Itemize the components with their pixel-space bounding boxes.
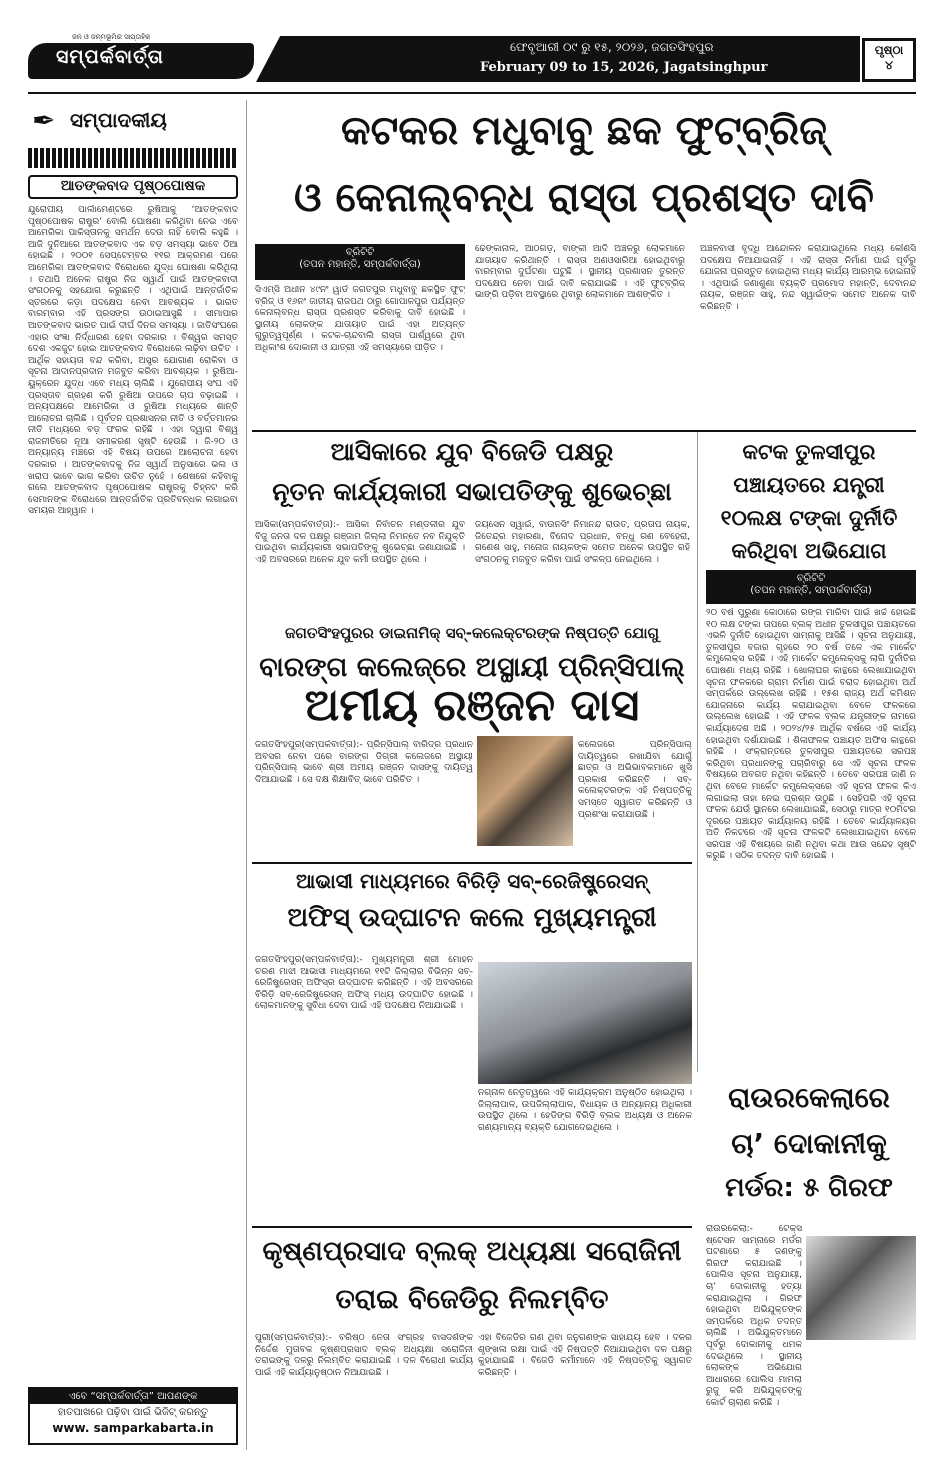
tulasipur-byline: ବ୍ରିଟିଟି (ତପନ ମହାନ୍ତି, ସମ୍ପର୍କବାର୍ତ୍ତା) [706,570,916,604]
registration-col-2: ନଗ୍ନାଳ ନେତୃତ୍ୱରେ ଏହି କାର୍ଯ୍ୟକ୍ରମ ଅନୁଷ୍ଠିତ ହୋଇଥିଲା । ଜିଲ୍ଲାପାଳ, ଉପଜିଲ୍ଲାପାଳ, ବିଧାୟକ ଓ ଅନ୍ୟାନ୍ୟ ଅଧିକାରୀ ଉପସ୍ଥିତ ଥିଲେ । ହେଡିଙ୍ଗ ବିରିଡ଼ି ବ୍ଲକ ଅଧ୍ୟକ୍ଷ ଓ ଅନେକ ଗଣ୍ୟମାନ୍ୟ ବ୍ୟକ୍ତି ଯୋଗଦେଇଥିଲେ । [478,1088,692,1133]
promo-line-1: ଏବେ “ସମ୍ପର୍କବାର୍ତ୍ତା” ଆପଣଙ୍କ [30,1389,236,1404]
principal-name-headline: ଅମୀୟ ରଞ୍ଜନ ଦାସ [304,680,640,731]
quill-icon: ✒ [32,104,56,137]
lead-col-1: ସିଏମ୍‌ସି ଅଧୀନ ୪୯ନଂ ୱାର୍ଡ ଜଗତପୁର ମଧୁବାବୁ ଛକସ୍ଥିତ ଫୁଟ୍ ବ୍ରିଜ୍ ଓ ୧୬ନଂ ଜାତୀୟ ରାଜପଥ ଠାରୁ ଗୋପାଳପୁର ପର୍ଯ୍ୟନ୍ତ କେନାଲ୍‌ବନ୍ଧ ରାସ୍ତା ପ୍ରଶସ୍ତ କରିବାକୁ ଦାବି ହୋଇଛି । ସ୍ଥାନୀୟ ଲୋକଙ୍କ ଯାତାୟାତ ପାଇଁ ଏହା ଅତ୍ୟନ୍ତ ଗୁରୁତ୍ୱପୂର୍ଣ୍ଣ । କଟକ-ଚାନ୍ଦବାଲି ରାସ୍ତା ପାର୍ଶ୍ୱରେ ଥିବା ଅଧିକାଂଶ ଦୋକାନୀ ଓ ଯାତ୍ରୀ ଏହି ସମସ୍ୟାରେ ପୀଡ଼ିତ । [255,285,465,353]
principal-kicker: ଜଗତସିଂହପୁରର ଡାଇନାମିକ୍ ସବ୍-କଲେକ୍ଟରଙ୍କ ନିଷ୍ପତ୍ତି ଯୋଗୁ [284,624,660,642]
sarojini-rule [252,1226,692,1228]
tulasipur-headline-4: କରିଥିବା ଅଭିଯୋଗ [731,539,887,563]
principal-col-1: ଜଗତସିଂହପୁର(ସମ୍ପର୍କବାର୍ତ୍ତା):- ପ୍ରିନ୍ସିପାଲ୍ ବାରିଦ୍ର ପ୍ରଧାନ ଅବସର ନେବା ପରେ ବାରଙ୍ଗ ଡିଗ୍ରୀ କଲେଜରେ ଅସ୍ଥାୟୀ ପ୍ରିନ୍ସିପାଲ୍ ଭାବେ ଶ୍ରୀ ଅମୀୟ ରଞ୍ଜନ ଦାସଙ୍କୁ ଦାୟିତ୍ୱ ଦିଆଯାଇଛି । ସେ ଦକ୍ଷ ଶିକ୍ଷାବିତ୍ ଭାବେ ପରିଚିତ । [255,740,473,785]
page-number-box [862,38,916,82]
page-label: ପୃଷ୍ଠା [874,43,904,57]
tulasipur-headline-3: ୧୦ଲକ୍ଷ ଟଙ୍କା ଦୁର୍ନୀତି [720,506,898,530]
page-number: ୪ [885,58,893,72]
rourkela-headline-3: ମର୍ଡର: ୫ ଗିରଫ [725,1173,893,1203]
promo-url[interactable]: www. samparkabarta.in [52,1421,214,1435]
tulasipur-body: ୨୦ ବର୍ଷ ପୁରୁଣା କୋଠାରେ ରଙ୍ଗ ମାରିବା ପାଇଁ ଖର୍ଚ୍ଚ ହୋଇଛି ୧୦ ଲକ୍ଷ ଟଙ୍କା ତାପରେ ବ୍ଲକ୍ ଅଧୀନ ତୁଳସୀପୁର ପଞ୍ଚାୟତରେ ଏଭଳି ଦୁର୍ନୀତି ହୋଇଥିବା ସାମ୍ନାକୁ ଆସିଛି । ସୂଚନା ଅନୁଯାୟୀ, ତୁଳସୀପୁର ବଜାର ଗୃହରେ ୨୦ ବର୍ଷ ତଳେ ଏକ ମାର୍କେଟ କମ୍ପ୍ଲେକ୍ସ ରହିଛି । ଏହି ମାର୍କେଟ କମ୍ପ୍ଲେକ୍ସକୁ ଲାଗି ଦୁର୍ନୀତିର ଘୋଷଣା ମଧ୍ୟ ରହିଛି । ଖୋଲାଘର କାନ୍ଥରେ ଲେଖାଯାଇଥିବା ସୂଚନା ଫଳକରେ ଗ୍ରାମ ନିର୍ମାଣ ପାଇଁ ବରାଦ ହୋଇଥିବା ଅର୍ଥ ସମ୍ପର୍କରେ ଉଲ୍ଲେଖ ରହିଛି । ୧୫ଶ ରାଜ୍ୟ ଅର୍ଥ କମିଶନ ଯୋଜନାରେ କାର୍ଯ୍ୟ କରାଯାଇଥିବା ବେଳେ ଫଳକରେ ଉଲ୍ଲେଖ ହୋଇଛି । ଏହି ଫଳକ ବ୍ଲକ ଯନ୍ତ୍ରୀଙ୍କ ନାମରେ କାର୍ଯ୍ୟାଦେଶ ଅଛି । ୨୦୨୪/୨୫ ଆର୍ଥିକ ବର୍ଷରେ ଏହି କାର୍ଯ୍ୟ ହୋଇଥିବା ଦର୍ଶାଯାଇଛି । ଶିଳାଫଳକ ପଞ୍ଚାୟତ ଅଫିସ କାନ୍ଥରେ ରହିଛି । ସଂକ୍ରାନ୍ତରେ ତୁଳସୀପୁର ପଞ୍ଚାୟତରେ ସରପଞ୍ଚ କରିଥିବା ପ୍ରଧାନଙ୍କୁ ପଚାରିବାରୁ ସେ ଏହି ସୂଚନା ଫଳକ ବିଷୟରେ ଅବଗତ ନଥିବା କହିଛନ୍ତି । ତେବେ ସରପଞ୍ଚ ଜାଣି ନ ଥିବା ବେଳେ ମାର୍କେଟ କମ୍ପ୍ଲେକ୍ସରେ ଏହି ସୂଚନା ଫଳକ କିଏ ଲଗାଇଲା ତାହା ନେଇ ପ୍ରଶ୍ନ ଉଠୁଛି । ସେହିପରି ଏହି ସୂଚନା ଫଳକ ଯେଉଁ ସ୍ଥାନରେ ଲେଖାଯାଇଛି, ସେଠାରୁ ମାତ୍ର ୧୦ମିଟର ଦୂରରେ ପଞ୍ଚାୟତ କାର୍ଯ୍ୟାଳୟ ରହିଛି । ତେବେ କାର୍ଯ୍ୟାଳୟର ଅତି ନିକଟରେ ଏହି ସୂଚନା ଫଳକଟି ଲେଖାଯାଇଥିବା ବେଳେ ସରପଞ୍ଚ ଏହି ବିଷୟରେ ଜାଣି ନଥିବା କଥା ଆଉ ସନ୍ଦେହ ସୃଷ୍ଟି କରୁଛି । ସଠିକ ତଦନ୍ତ ଦାବି ହୋଇଛି । [706,608,916,862]
logo-text: ସମ୍ପର୍କବାର୍ତ୍ତା [56,46,164,68]
masthead-rule [28,92,916,94]
sarojini-headline-2: ତରାଇ ବିଜେଡିରୁ ନିଲମ୍ବିତ [335,1284,609,1315]
lead-col-2: ଢେଙ୍କାନାଳ, ଆଠଗଡ଼, ବାଙ୍କୀ ଆଦି ଅଞ୍ଚଳରୁ ଲୋକମାନେ ଯାତାୟାତ କରିଥାନ୍ତି । ରାସ୍ତା ଅଣଓସାରିଆ ହୋଇଥିବାରୁ ବାରମ୍ବାର ଦୁର୍ଘଟଣା ଘଟୁଛି । ସ୍ଥାନୀୟ ପ୍ରଶାସନ ତୁରନ୍ତ ପଦକ୍ଷେପ ନେବା ପାଇଁ ଦାବି କରାଯାଇଛି । ଏହି ଫୁଟ୍‌ବ୍ରିଜ୍ ଭାଙ୍ଗି ପଡ଼ିବା ଅବସ୍ଥାରେ ଥିବାରୁ ଲୋକମାନେ ଆଶଙ୍କିତ । [475,244,685,301]
registration-col-1: ଜଗତସିଂହପୁର(ସମ୍ପର୍କବାର୍ତ୍ତା):- ମୁଖ୍ୟମନ୍ତ୍ରୀ ଶ୍ରୀ ମୋହନ ଚରଣ ମାଝୀ ଆଭାସୀ ମାଧ୍ୟମରେ ୧୧ଟି ଜିଲ୍ଲାର ବିଭିନ୍ନ ସବ୍-ରେଜିଷ୍ଟ୍ରେସନ୍ ଅଫିସ୍‌ର ଉଦ୍‌ଘାଟନ କରିଛନ୍ତି । ଏହି ଅବସରରେ ବିରିଡ଼ି ସବ୍-ରେଜିଷ୍ଟ୍ରେସନ୍ ଅଫିସ୍ ମଧ୍ୟ ଉଦ୍‌ଘାଟିତ ହୋଇଛି । ଲୋକମାନଙ୍କୁ ସୁବିଧା ଦେବା ପାଇଁ ଏହି ପଦକ୍ଷେପ ନିଆଯାଇଛି । [255,955,473,1012]
youth-col-1: ଆସିକା(ସମ୍ପର୍କବାର୍ତ୍ତା):- ଆସିକା ନିର୍ବାଚନ ମଣ୍ଡଳୀର ଯୁବ ବିଜୁ ଜନତା ଦଳ ପକ୍ଷରୁ ଗଞ୍ଜାମ ଜିଲ୍ଲା ନିମନ୍ତେ ନବ ନିଯୁକ୍ତି ପାଇଥିବା କାର୍ଯ୍ୟକାରୀ ସଭାପତିଙ୍କୁ ଶୁଭେଚ୍ଛା ଜଣାଯାଇଛି । ଏହି ଅବସରରେ ଅନେକ ଯୁବ କର୍ମୀ ଉପସ୍ଥିତ ଥିଲେ । [255,520,465,565]
tulasipur-headline-2: ପଞ୍ଚାୟତରେ ଯନ୍ତ୍ରୀ [733,473,885,497]
editorial-header [28,102,238,142]
principal-headline: ବାରଙ୍ଗ କଲେଜ୍‌ରେ ଅସ୍ଥାୟୀ ପ୍ରିନ୍ସିପାଲ୍ [259,652,685,683]
date-odia: ଫେବୃଆରୀ ୦୯ ରୁ ୧୫, ୨୦୨୬, ଜଗତସିଂହପୁର [510,40,714,54]
youth-col-2: ଜୟସେନ ସ୍ୱାଇଁ, ବାଉନସିଂ ନିମାନନ୍ଦ ରାଉତ, ପ୍ରତାପ ନାୟକ, ଜିତେନ୍ଦ୍ର ମହାରଣା, ବିନୋଦ ପ୍ରଧାନ, ବନ୍ଧୁ ରଣ ବେହେରା, ଗଣେଶ ସାହୁ, ମନୋଜ ନାୟକଙ୍କ ସମେତ ଅନେକ ଉପସ୍ଥିତ ରହି ସଂଗଠନକୁ ମଜବୁତ କରିବା ପାଇଁ ସଂକଳ୍ପ ନେଇଥିଲେ । [475,520,690,565]
logo-tagline: ଜନ ଓ ଜନ୍ମଭୂମିର ସାପ୍ତାହିକ [72,33,151,41]
editorial-divider [28,148,238,168]
website-promo [28,1387,238,1445]
right-column-divider [697,432,698,1072]
handcuff-photo [806,1236,916,1340]
youth-headline-2: ନୂତନ କାର୍ଯ୍ୟକାରୀ ସଭାପତିଙ୍କୁ ଶୁଭେଚ୍ଛା [272,477,672,506]
principal-col-2: କଲେଜରେ ପ୍ରିନ୍ସିପାଲ୍ ଦାୟିତ୍ୱରେ ରଖାଯିବା ଯୋଗୁଁ ଛାତ୍ର ଓ ଅଭିଭାବକମାନେ ଖୁସି ପ୍ରକାଶ କରିଛନ୍ତି । ସବ୍-କଲେକ୍ଟରଙ୍କ ଏହି ନିଷ୍ପତ୍ତିକୁ ସମସ୍ତେ ସ୍ୱାଗତ କରିଛନ୍ତି ଓ ପ୍ରଶଂସା କରାଯାଉଛି । [578,740,692,820]
tulasipur-headline-1: କଟକ ତୁଳସୀପୁର [742,440,876,464]
inauguration-photo [478,962,692,1084]
editorial-title: ଆତଙ୍କବାଦ ପୃଷ୍ଠପୋଷକ [28,175,238,199]
rourkela-body: ରାଉରକେଲା:- ଟେକ୍ସ ଷ୍ଟେସନ ସାମ୍ନାରେ ମର୍ଡର ଘଟଣାରେ ୫ ଜଣଙ୍କୁ ଗିରଫ କରାଯାଇଛି । ପୋଲିସ ସୂଚନା ଅନୁଯାୟୀ, ଚା’ ଦୋକାନୀକୁ ହତ୍ୟା କରାଯାଇଥିଲା । ଗିରଫ ହୋଇଥିବା ଅଭିଯୁକ୍ତଙ୍କ ସମ୍ପର୍କରେ ଅଧିକ ତଦନ୍ତ ଚାଲିଛି । ଅଭିଯୁକ୍ତମାନେ ପୂର୍ବରୁ ଦୋକାନୀକୁ ଧମକ ଦେଇଥିଲେ । ସ୍ଥାନୀୟ ଲୋକଙ୍କ ଅଭିଯୋଗ ଆଧାରରେ ପୋଲିସ ମାମଲା ରୁଜୁ କରି ଅଭିଯୁକ୍ତଙ୍କୁ କୋର୍ଟ ଚାଲାଣ କରିଛି । [706,1224,802,1408]
sarojini-col-2: ଏହା ବିଜେଡିର ଗଣ ଥିବା ଜନୁଗଣଙ୍କ ସାହାଯ୍ୟ ହେବ । ଦଳର ଶୃଙ୍ଖଳା ରକ୍ଷା ପାଇଁ ଏହି ନିଷ୍ପତ୍ତି ନିଆଯାଇଥିବା ଦଳ ପକ୍ଷରୁ କୁହାଯାଇଛି । ବିଜେଡି କର୍ମୀମାନେ ଏହି ନିଷ୍ପତ୍ତିକୁ ସ୍ୱାଗତ କରିଛନ୍ତି । [478,1333,692,1378]
registration-headline-1: ଆଭାସୀ ମାଧ୍ୟମରେ ବିରିଡ଼ି ସବ୍-ରେଜିଷ୍ଟ୍ରେସନ୍ [295,869,648,893]
column-divider [246,100,247,1450]
rourkela-headline-2: ଚା’ ଦୋକାନୀକୁ [731,1127,887,1160]
editorial-section-label: ସମ୍ପାଦକୀୟ [70,108,167,132]
youth-headline-1: ଆସିକାରେ ଯୁବ ବିଜେଡି ପକ୍ଷରୁ [330,437,614,466]
masthead-logo [28,33,254,85]
sarojini-col-1: ପୁରୀ(ସମ୍ପର୍କବାର୍ତ୍ତା):- ବରିଷ୍ଠ ନେତା ସଂଗ୍ରହ ବାସଦର୍ଶଙ୍କ ନିର୍ଦ୍ଦେଶ ମୁତାବକ କୃଷ୍ଣପ୍ରସାଦ ବ୍ଲକ୍ ଅଧ୍ୟକ୍ଷା ସରୋଜିନୀ ତରାଇଙ୍କୁ ଦଳରୁ ନିଲମ୍ବିତ କରାଯାଇଛି । ଦଳ ବିରୋଧୀ କାର୍ଯ୍ୟ ପାଇଁ ଏହି କାର୍ଯ୍ୟାନୁଷ୍ଠାନ ନିଆଯାଇଛି । [255,1333,473,1378]
lead-byline: ବ୍ରିଟିଟି (ତପନ ମହାନ୍ତି, ସମ୍ପର୍କବାର୍ତ୍ତା) [255,244,465,280]
registration-headline-2: ଅଫିସ୍ ଉଦ୍‌ଘାଟନ କଲେ ମୁଖ୍ୟମନ୍ତ୍ରୀ [287,903,657,933]
sarojini-headline-1: କୃଷ୍ଣପ୍ରସାଦ ବ୍ଲକ୍ ଅଧ୍ୟକ୍ଷା ସରୋଜିନୀ [262,1236,682,1267]
principal-photo [477,736,573,846]
lead-rule [252,430,916,432]
editorial-body: ଯୁରୋପୀୟ ପାର୍ଲାମେଣ୍ଟରେ ରୁଷିଆକୁ ‘ଆତଙ୍କବାଦ ପୃଷ୍ଠପୋଷକ ରାଷ୍ଟ୍ର’ ବୋଲି ଘୋଷଣା କରିଥିବା ନେଇ ଏବେ ଆମେରିକା ପାକିସ୍ତାନକୁ ସମର୍ଥନ ଦେଉ ନାହିଁ ବୋଲି କହୁଛି । ଆଜି ଦୁନିଆରେ ଆତଙ୍କବାଦ ଏକ ବଡ଼ ସମସ୍ୟା ଭାବେ ଠିଆ ହୋଇଛି । ୨୦୦୧ ସେପ୍ଟେମ୍ବର ୧୧ର ଆକ୍ରମଣ ପରେ ଆମେରିକା ଆତଙ୍କବାଦ ବିରୋଧରେ ଯୁଦ୍ଧ ଘୋଷଣା କରିଥିଲା । ତଥାପି ଅନେକ ରାଷ୍ଟ୍ର ନିଜ ସ୍ୱାର୍ଥ ପାଇଁ ଆତଙ୍କବାଦୀ ସଂଗଠନକୁ ସହଯୋଗ କରୁଛନ୍ତି । ଏଥିପାଇଁ ଆନ୍ତର୍ଜାତିକ ସ୍ତରରେ କଡ଼ା ପଦକ୍ଷେପ ନେବା ଆବଶ୍ୟକ । ଭାରତ ବାରମ୍ବାର ଏହି ପ୍ରସଙ୍ଗ ଉଠାଇଆସୁଛି । ସୀମାପାର ଆତଙ୍କବାଦ ଭାରତ ପାଇଁ ଦୀର୍ଘ ଦିନର ସମସ୍ୟା । ଜାତିସଂଘରେ ଏହାର ସଂଜ୍ଞା ନିର୍ଦ୍ଧାରଣ ହେବା ଦରକାର । ବିଶ୍ୱର ସମସ୍ତ ଦେଶ ଏକଜୁଟ ହୋଇ ଆତଙ୍କବାଦ ବିରୋଧରେ ଲଢ଼ିବା ଉଚିତ । ଆର୍ଥିକ ସହାୟତା ବନ୍ଦ କରିବା, ଅସ୍ତ୍ର ଯୋଗାଣ ରୋକିବା ଓ ସୂଚନା ଆଦାନପ୍ରଦାନ ମଜବୁତ କରିବା ଆବଶ୍ୟକ । ରୁଷିଆ-ୟୁକ୍ରେନ ଯୁଦ୍ଧ ଏବେ ମଧ୍ୟ ଚାଲିଛି । ଯୁରୋପୀୟ ସଂଘ ଏହି ପ୍ରସ୍ତାବ ଗ୍ରହଣ କରି ରୁଷିଆ ଉପରେ ଚାପ ବଢ଼ାଇଛି । ଅନ୍ୟପକ୍ଷରେ ଆମେରିକା ଓ ରୁଷିଆ ମଧ୍ୟରେ ଶାନ୍ତି ଆଲୋଚନା ଚାଲିଛି । ପୂର୍ବତନ ପ୍ରଶାସନର ନୀତି ଓ ବର୍ତ୍ତମାନର ନୀତି ମଧ୍ୟରେ ବଡ଼ ଫରକ ରହିଛି । ଏହା ଦ୍ୱାରା ବିଶ୍ୱ ରାଜନୀତିରେ ନୂଆ ସମୀକରଣ ସୃଷ୍ଟି ହେଉଛି । ଜି-୨୦ ଓ ଅନ୍ୟାନ୍ୟ ମଞ୍ଚରେ ଏହି ବିଷୟ ଉପରେ ଆଲୋଚନା ହେବା ଦରକାର । ଆତଙ୍କବାଦକୁ ନିଜ ସ୍ୱାର୍ଥ ଅନୁସାରେ ଭଲ ଓ ଖରାପ ଭାବେ ଭାଗ କରିବା ଉଚିତ ନୁହେଁ । ଶେଷରେ କହିବାକୁ ଗଲେ ଆତଙ୍କବାଦ ପୃଷ୍ଠପୋଷକ ରାଷ୍ଟ୍ରକୁ ଚିହ୍ନଟ କରି ସେମାନଙ୍କ ବିରୋଧରେ ଆନ୍ତର୍ଜାତିକ ପ୍ରତିବନ୍ଧକ ଲଗାଇବା ସମୟର ଆହ୍ୱାନ । [28,205,238,517]
lead-headline-2: ଓ କେନାଲ୍‌ବନ୍ଧ ରାସ୍ତା ପ୍ରଶସ୍ତ ଦାବି [294,175,874,221]
date-english: February 09 to 15, 2026, Jagatsinghpur [480,60,768,75]
lead-headline-1: କଟକର ମଧୁବାବୁ ଛକ ଫୁଟ୍‌ବ୍ରିଜ୍ [341,108,827,154]
promo-line-2: ହାତପାଖରେ ପଢ଼ିବା ପାଇଁ ଭିଜିଟ୍ କରନ୍ତୁ [57,1407,209,1418]
principal-rule [252,862,692,864]
rourkela-headline-1: ରାଉରକେଲାରେ [728,1081,890,1114]
lead-col-3: ଅଞ୍ଚଳବାସୀ ବୃଦ୍ଧି ଆନ୍ଦୋଳନ କରାଯାଇଥିଲେ ମଧ୍ୟ କୌଣସି ପଦକ୍ଷେପ ନିଆଯାଇନାହିଁ । ଏହି ରାସ୍ତା ନିର୍ମାଣ ପାଇଁ ପୂର୍ବରୁ ଯୋଜନା ପ୍ରସ୍ତୁତ ହୋଇଥିଲା ମଧ୍ୟ କାର୍ଯ୍ୟ ଆରମ୍ଭ ହୋଇନାହିଁ । ଏଥିପାଇଁ ଜଣାଶୁଣା ବ୍ୟକ୍ତି ପ୍ରମୋଦ ମହାନ୍ତି, ଦେବାନନ୍ଦ ନାୟକ, ରଞ୍ଜନ ସାହୁ, ନନ୍ଦ ସ୍ୱାଇଁଙ୍କ ସମେତ ଅନେକ ଦାବି କରିଛନ୍ତି । [700,244,916,312]
